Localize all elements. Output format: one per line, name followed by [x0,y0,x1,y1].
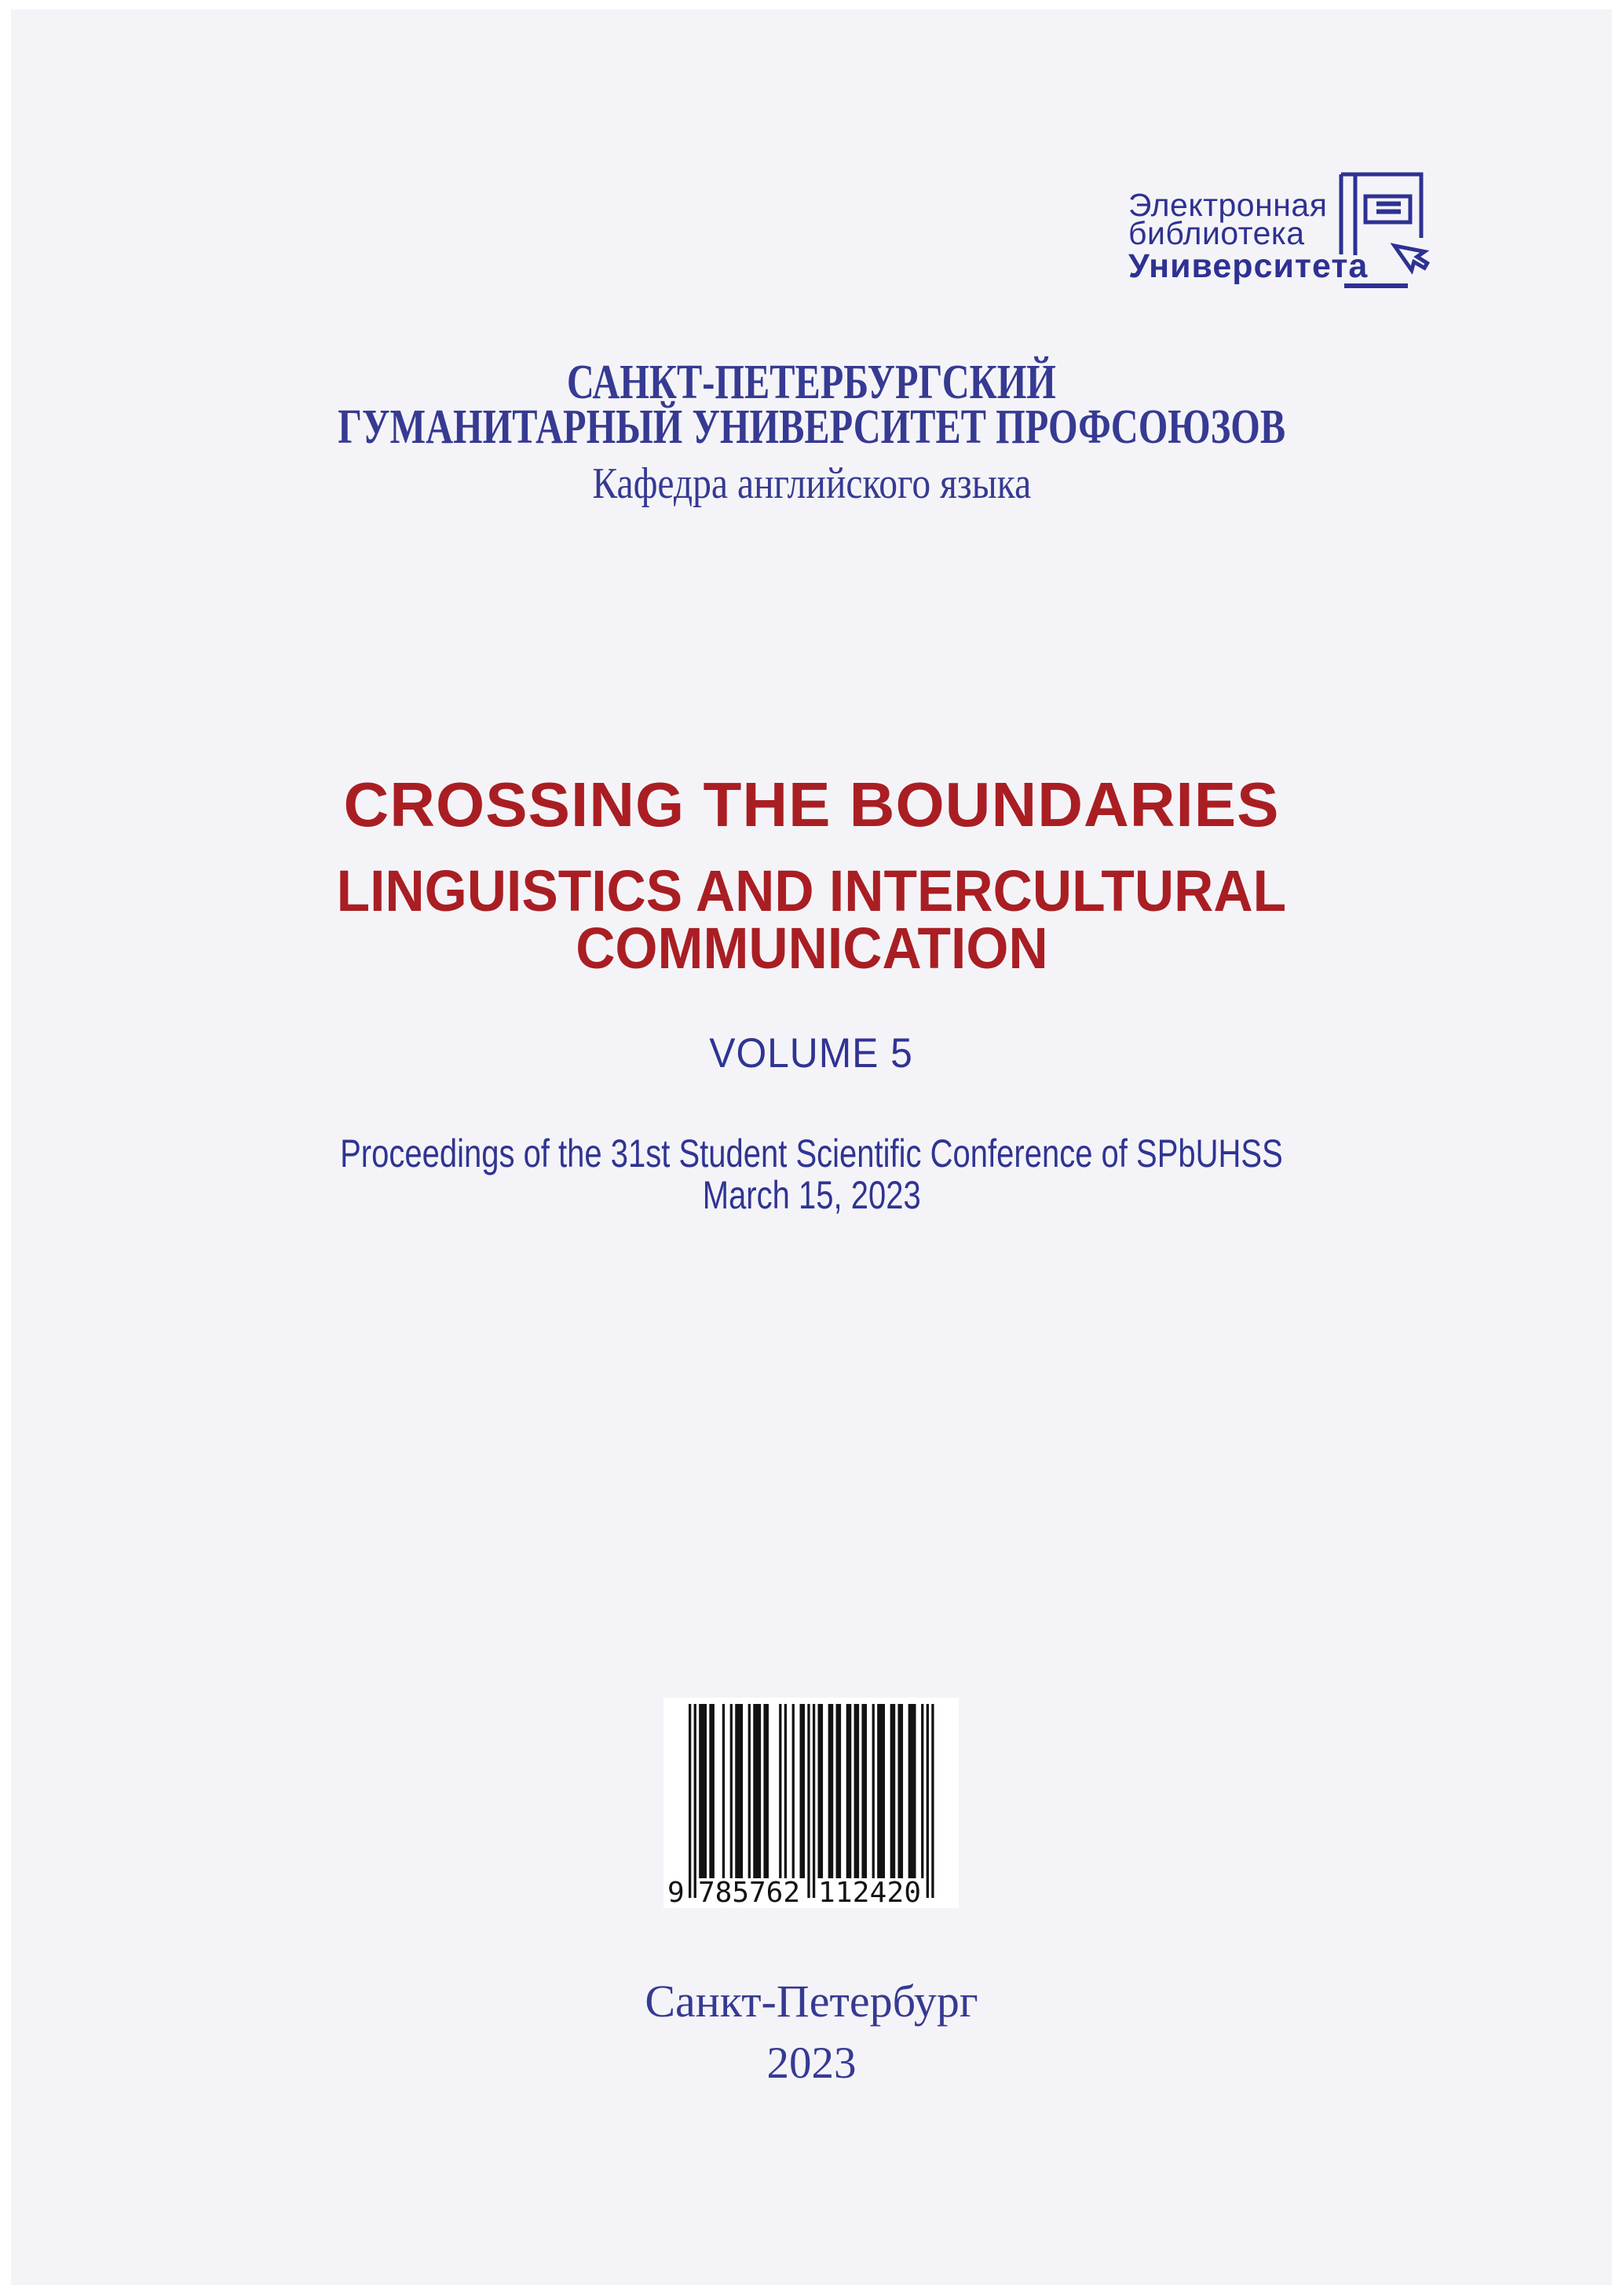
conference-note-line1: Proceedings of the 31st Student Scientific Conference of SPbUHSS [340,1132,1283,1175]
book-title: CROSSING THE BOUNDARIES [343,770,1280,839]
cursor-arrow-icon [1395,234,1432,275]
book-with-cursor-icon [1335,168,1432,298]
barcode-digits [667,1877,921,1908]
university-name-line1: САНКТ-ПЕТЕРБУРГСКИЙ [566,356,1057,409]
logo-text-line3: Университета [1128,247,1369,285]
barcode-digits-right: 112420 [818,1877,921,1908]
isbn-barcode [663,1698,959,1908]
university-name-line2: ГУМАНИТАРНЫЙ УНИВЕРСИТЕТ ПРОФСОЮЗОВ [338,400,1285,454]
imprint-year: 2023 [766,2038,857,2088]
volume-label: VOLUME 5 [709,1030,914,1077]
barcode-digit-first: 9 [667,1877,685,1908]
imprint-city: Санкт-Петербург [645,1976,978,2027]
book-subtitle-line1: LINGUISTICS AND INTERCULTURAL [336,858,1287,923]
book-subtitle [0,858,1623,981]
barcode-bars [689,1704,934,1898]
conference-date: March 15, 2023 [702,1173,921,1217]
barcode-digits-left: 785762 [698,1877,800,1908]
book-subtitle-line2: COMMUNICATION [575,916,1048,981]
conference-note [0,1133,1623,1216]
department-name: Кафедра английского языка [592,459,1031,508]
logo-text-line2: библиотека [1128,215,1305,251]
logo-text-line1: Электронная [1128,187,1328,223]
cursor-arrow-outline [1395,234,1432,275]
